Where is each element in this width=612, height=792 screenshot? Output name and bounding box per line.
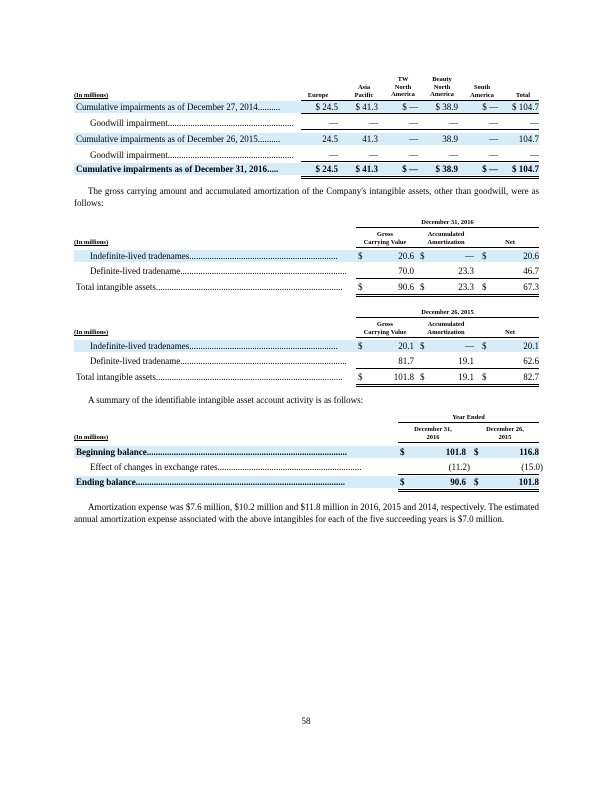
t1-header-beauty-north-america: Beauty North America bbox=[430, 76, 454, 98]
t3-row-2: Total intangible assets................................................................................... $ 101.8 $ 19.1 $ 82.7 bbox=[76, 372, 539, 382]
t4-header-2016: December 31, 2016 bbox=[414, 426, 452, 441]
t2-period-header: December 31, 2016 bbox=[421, 219, 474, 226]
t1-header-south-america: South America bbox=[470, 84, 494, 99]
t1-row-2: Cumulative impairments as of December 26, 2015.......... 24.5 41.3 — 38.9 — 104.7 bbox=[76, 134, 539, 144]
t3-period-header: December 26, 2015 bbox=[421, 309, 474, 316]
t1-header-tw-north-america: TW North America bbox=[391, 76, 415, 98]
t2-row-1: Definite-lived tradename.......................................................................... 70.0 23.3 46.7 bbox=[90, 266, 539, 276]
t1-header-total: Total bbox=[515, 92, 531, 99]
t2-header-accum: Accumulated Amortization bbox=[427, 231, 465, 246]
t3-unit-label: (In millions) bbox=[74, 329, 109, 336]
t1-row-4: Cumulative impairments as of December 31, 2016..... $ 24.5 $ 41.3 $ — $ 38.9 $ — $ 104.7 bbox=[76, 164, 539, 174]
t3-header-gross: Gross Carrying Value bbox=[363, 321, 407, 336]
t2-unit-label: (In millions) bbox=[74, 239, 109, 246]
t4-period-header: Year Ended bbox=[452, 414, 485, 421]
t1-row-3: Goodwill impairment........................................................ — — — — — — bbox=[90, 150, 539, 160]
paragraph-activity-intro: A summary of the identifiable intangible asset account activity is as follows: bbox=[88, 395, 364, 405]
t1-row-0: Cumulative impairments as of December 27, 2014.......... $ 24.5 $ 41.3 $ — $ 38.9 $ — $ 104.7 bbox=[76, 102, 539, 112]
t1-unit-label: (In millions) bbox=[74, 92, 109, 99]
t2-row-0: Indefinite-lived tradenames.................................................................. $ 20.6 $ — $ 20.6 bbox=[74, 250, 539, 262]
t2-header-net: Net bbox=[505, 239, 515, 246]
page-number: 58 bbox=[301, 716, 311, 726]
t4-header-2015: December 26, 2015 bbox=[486, 426, 524, 441]
t1-header-asia-pacific: Asia Pacific bbox=[354, 84, 374, 99]
paragraph-amortization: Amortization expense was $7.6 million, $10.2 million and $11.8 million in 2016, 2015 and 2014, respectively. The estimated annual amortization expense associated with the above intangibles for each of the five succeeding years is $7.0 million. bbox=[74, 502, 539, 524]
t3-header-net: Net bbox=[505, 329, 515, 336]
t4-unit-label: (In millions) bbox=[74, 434, 109, 441]
t2-header-gross: Gross Carrying Value bbox=[363, 231, 407, 246]
t2-row-2: Total intangible assets................................................................................... $ 90.6 $ 23.3 $ 67.3 bbox=[76, 282, 539, 292]
t4-row-0: Beginning balance......................................................................................... $ 101.8 $ 116.8 bbox=[76, 447, 539, 457]
paragraph-intangibles-intro: The gross carrying amount and accumulated amortization of the Company's intangible assets, other than goodwill, were as follows: bbox=[74, 186, 539, 208]
t1-row-1: Goodwill impairment........................................................ — — — — — — bbox=[90, 118, 539, 128]
t3-row-0: Indefinite-lived tradenames.................................................................. $ 20.1 $ — $ 20.1 bbox=[74, 340, 539, 352]
t1-header-europe: Europe bbox=[307, 92, 329, 99]
t3-row-1: Definite-lived tradename.......................................................................... 81.7 19.1 62.6 bbox=[90, 356, 539, 366]
t4-row-1: Effect of changes in exchange rates................................................................ (11.2) (15.0) bbox=[90, 462, 543, 472]
t4-row-2: Ending balance............................................................................................. $ 90.6 $ 101.8 bbox=[76, 477, 539, 487]
t3-header-accum: Accumulated Amortization bbox=[427, 321, 465, 336]
